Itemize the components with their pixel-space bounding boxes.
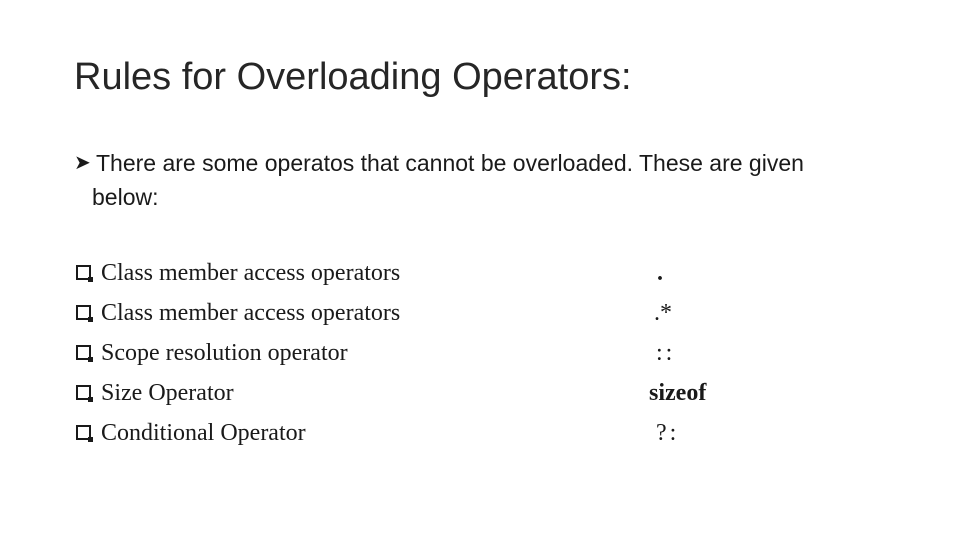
operator-name: Conditional Operator (101, 420, 306, 446)
intro-line-1 (74, 146, 904, 180)
checkbox-bullet-icon (76, 385, 91, 400)
operator-row (74, 373, 774, 413)
operator-row (74, 253, 774, 293)
operator-row (74, 293, 774, 333)
checkbox-bullet-icon (76, 425, 91, 440)
checkbox-bullet-icon (76, 265, 91, 280)
operator-name: Size Operator (101, 380, 234, 406)
operator-symbol: :: (656, 340, 676, 366)
operator-symbol: .* (654, 300, 672, 326)
checkbox-bullet-icon (76, 305, 91, 320)
slide-title: Rules for Overloading Operators: (74, 56, 632, 98)
operator-row (74, 413, 774, 453)
operator-symbol: ?: (656, 420, 680, 446)
operator-name: Class member access operators (101, 300, 401, 326)
operator-row (74, 333, 774, 373)
operator-name: Class member access operators (101, 260, 401, 286)
operator-symbol: . (657, 260, 663, 286)
intro-bullet (74, 146, 904, 214)
intro-text-1: There are some operatos that cannot be overloaded. These are given (96, 150, 804, 176)
intro-line-2: below: (92, 184, 159, 210)
operator-symbol: sizeof (649, 380, 707, 406)
checkbox-bullet-icon (76, 345, 91, 360)
operator-name: Scope resolution operator (101, 340, 348, 366)
arrow-bullet-icon: ➤ (74, 152, 91, 174)
operator-list (74, 253, 774, 453)
